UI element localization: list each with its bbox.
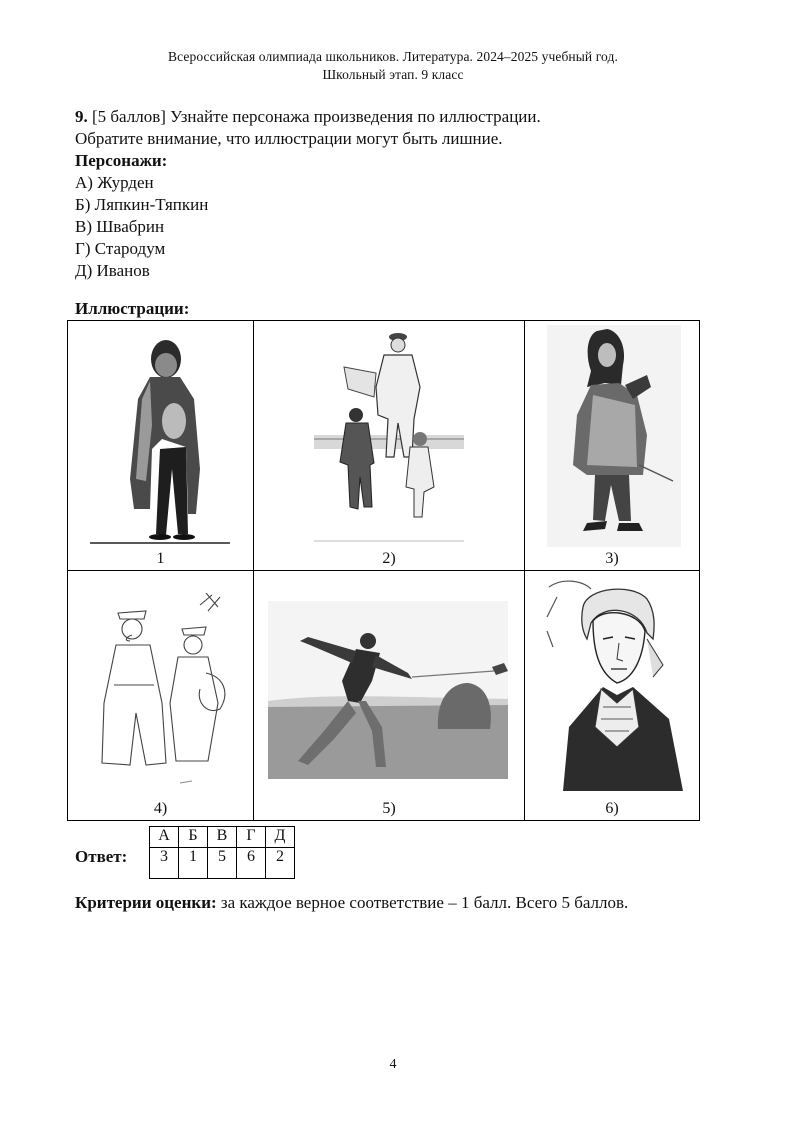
header-line-2: Школьный этап. 9 класс: [322, 67, 464, 82]
task-intro-text: [5 баллов] Узнайте персонажа произведения по иллюстрации.: [87, 107, 541, 126]
characters-title: Персонажи:: [75, 151, 168, 170]
page-header: [0, 48, 786, 84]
answer-letter: А: [150, 827, 179, 848]
illustration-cell-4: [68, 571, 254, 821]
character-item: Д) Иванов: [75, 261, 150, 280]
illustration-cell-2: [254, 321, 525, 571]
header-line-1: Всероссийская олимпиада школьников. Литература. 2024–2025 учебный год.: [168, 49, 618, 64]
answer-letter: Г: [237, 827, 266, 848]
gentleman-in-wig-illustration: [547, 325, 681, 547]
criteria-label: Критерии оценки:: [75, 893, 217, 912]
illustration-cell-3: [525, 321, 700, 571]
character-item: Б) Ляпкин-Тяпкин: [75, 195, 209, 214]
answer-label: Ответ:: [75, 847, 128, 866]
answer-letter: Б: [179, 827, 208, 848]
character-item: А) Журден: [75, 173, 154, 192]
illustration-cell-5: [254, 571, 525, 821]
illustrations-title: Иллюстрации:: [75, 299, 190, 318]
portrait-man-in-wig-illustration: [543, 577, 693, 791]
illustration-caption: 6): [605, 800, 619, 817]
task-note: Обратите внимание, что иллюстрации могут быть лишние.: [75, 129, 503, 148]
answer-letters-row: [150, 827, 295, 848]
illustration-cell-6: [525, 571, 700, 821]
man-in-coat-illustration: [90, 329, 235, 551]
answer-values-row: [150, 848, 295, 879]
answer-letter: В: [208, 827, 237, 848]
character-item: Г) Стародум: [75, 239, 166, 258]
illustration-caption: 4): [153, 800, 168, 817]
criteria-text: за каждое верное соответствие – 1 балл. Всего 5 баллов.: [216, 893, 629, 912]
illustrations-grid: [67, 320, 700, 821]
officer-with-children-illustration: [314, 327, 464, 549]
task-intro: [75, 106, 715, 128]
criteria: [75, 892, 628, 914]
answer-value: 2: [266, 848, 295, 879]
illustration-caption: 1: [156, 550, 165, 567]
duel-in-field-illustration: [268, 601, 508, 779]
answer-value: 6: [237, 848, 266, 879]
answer-value: 3: [150, 848, 179, 879]
answer-value: 5: [208, 848, 237, 879]
page-number: 4: [389, 1057, 397, 1072]
illustration-caption: 5): [382, 800, 396, 817]
task-number: 9.: [75, 107, 88, 126]
answer-letter: Д: [266, 827, 295, 848]
character-item: В) Швабрин: [75, 217, 165, 236]
answer-value: 1: [179, 848, 208, 879]
answer-table: [149, 826, 295, 879]
two-officers-sketch-illustration: [96, 593, 236, 793]
illustration-caption: 2): [382, 550, 396, 567]
task-block: [75, 106, 715, 282]
illustration-caption: 3): [605, 550, 619, 567]
illustration-cell-1: [68, 321, 254, 571]
